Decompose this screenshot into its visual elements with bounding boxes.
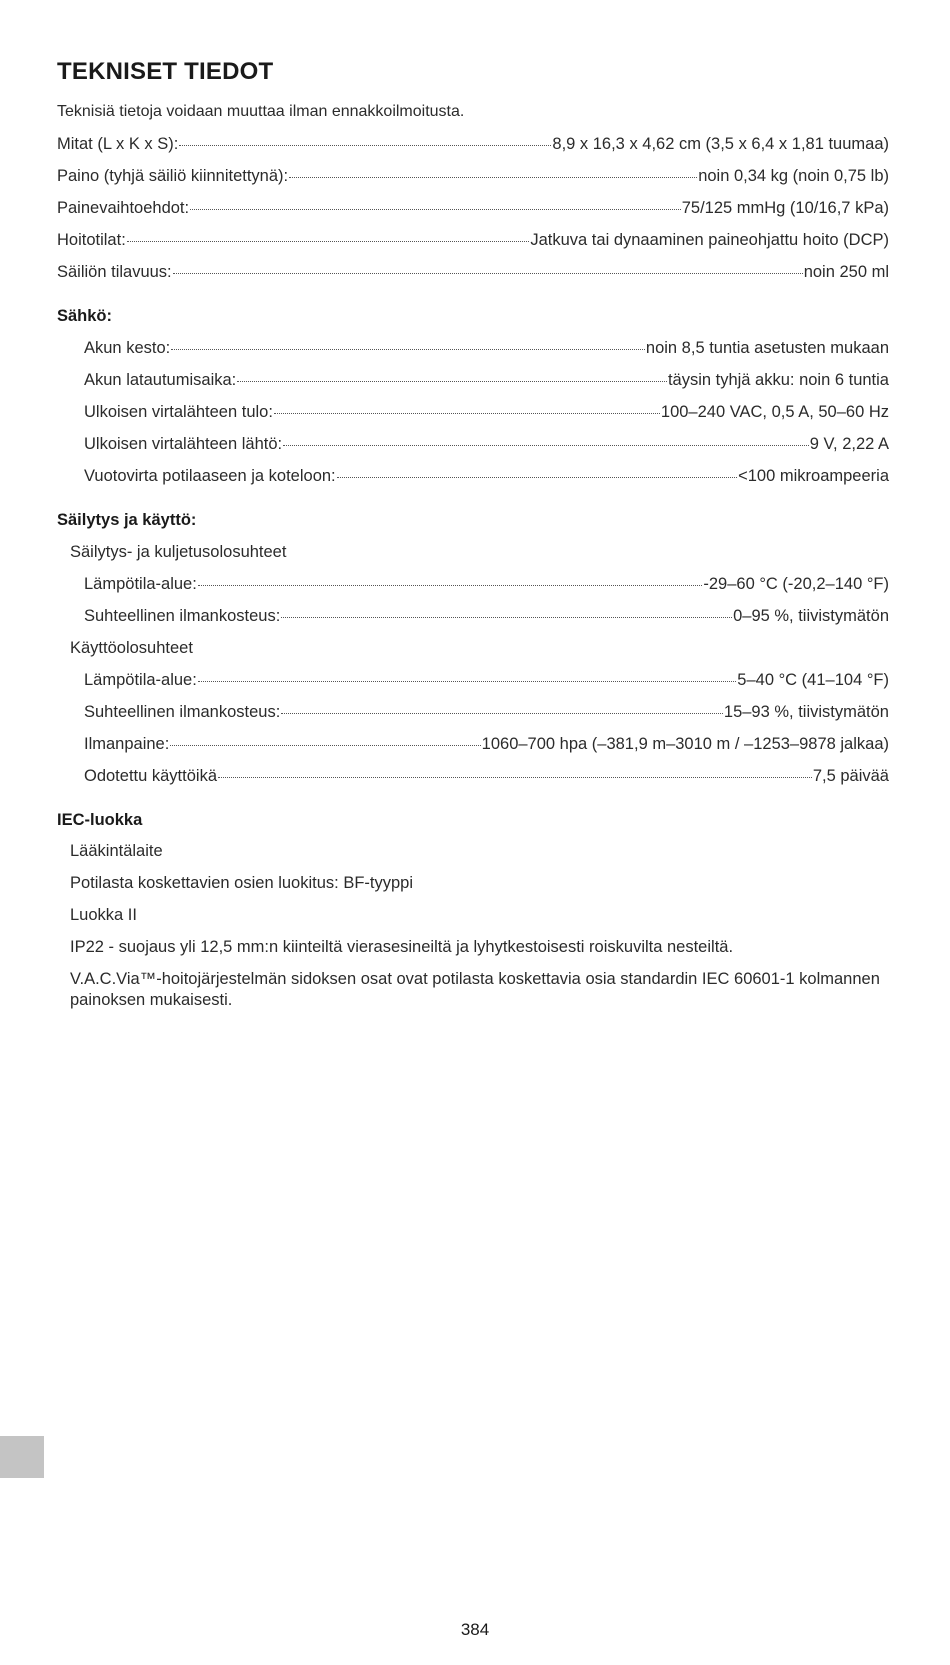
spec-label: Mitat (L x K x S): xyxy=(57,135,179,153)
spec-value: 15–93 %, tiivistymätön xyxy=(723,703,889,721)
spec-value: 100–240 VAC, 0,5 A, 50–60 Hz xyxy=(660,403,889,421)
spec-row-power-input xyxy=(57,396,889,428)
spec-row-leakage-current xyxy=(57,460,889,492)
spec-row-storage-temperature xyxy=(57,568,889,600)
spec-value: Jatkuva tai dynaaminen paineohjattu hoito (DCP) xyxy=(530,231,889,249)
iec-line-applied-parts-statement: V.A.C.Via™-hoitojärjestelmän sidoksen osat ovat potilasta koskettavia osia standardin IEC 60601-1 kolmannen painoksen mukaisesti. xyxy=(70,970,880,1009)
spec-row-charge-time xyxy=(57,364,889,396)
section-heading-storage: Säilytys ja käyttö: xyxy=(57,511,197,529)
dot-leader xyxy=(173,273,803,274)
spec-value: 0–95 %, tiivistymätön xyxy=(733,607,889,625)
page-number: 384 xyxy=(460,1620,490,1639)
dot-leader xyxy=(218,777,812,778)
spec-row-weight xyxy=(57,160,889,192)
dot-leader xyxy=(281,617,732,618)
spec-label: Lämpötila-alue: xyxy=(84,671,197,689)
spec-value: noin 0,34 kg (noin 0,75 lb) xyxy=(698,167,889,185)
spec-value: 75/125 mmHg (10/16,7 kPa) xyxy=(681,199,889,217)
dot-leader xyxy=(237,381,667,382)
spec-value: 5–40 °C (41–104 °F) xyxy=(737,671,889,689)
spec-label: Hoitotilat: xyxy=(57,231,126,249)
dot-leader xyxy=(127,241,530,242)
spec-value: täysin tyhjä akku: noin 6 tuntia xyxy=(667,371,889,389)
dot-leader xyxy=(274,413,660,414)
dot-leader xyxy=(198,585,703,586)
iec-line-ip-rating: IP22 - suojaus yli 12,5 mm:n kiinteiltä vierasesineiltä ja lyhytkestoisesti roiskuvilta nesteiltä. xyxy=(70,938,734,956)
iec-line-medical-device: Lääkintälaite xyxy=(70,842,163,860)
dot-leader xyxy=(179,145,551,146)
spec-row-therapy-modes xyxy=(57,224,889,256)
spec-label: Akun kesto: xyxy=(84,339,171,357)
spec-row-expected-lifetime xyxy=(57,760,889,792)
dot-leader xyxy=(190,209,681,210)
electric-specs xyxy=(57,332,889,492)
spec-value: 8,9 x 16,3 x 4,62 cm (3,5 x 6,4 x 1,81 tuumaa) xyxy=(552,135,889,153)
spec-value: noin 250 ml xyxy=(803,263,889,281)
dot-leader xyxy=(289,177,697,178)
spec-row-pressure-options xyxy=(57,192,889,224)
spec-label: Säiliön tilavuus: xyxy=(57,263,172,281)
spec-row-canister-volume xyxy=(57,256,889,288)
spec-label: Painevaihtoehdot: xyxy=(57,199,190,217)
spec-row-air-pressure xyxy=(57,728,889,760)
spec-row-storage-humidity xyxy=(57,600,889,632)
spec-label: Ilmanpaine: xyxy=(84,735,170,753)
intro-text: Teknisiä tietoja voidaan muuttaa ilman ennakkoilmoitusta. xyxy=(57,103,465,120)
spec-label: Suhteellinen ilmankosteus: xyxy=(84,607,281,625)
section-tab-marker xyxy=(0,1436,44,1478)
spec-row-dimensions xyxy=(57,128,889,160)
spec-label: Vuotovirta potilaaseen ja koteloon: xyxy=(84,467,336,485)
spec-label: Akun latautumisaika: xyxy=(84,371,237,389)
dot-leader xyxy=(171,349,645,350)
spec-label: Suhteellinen ilmankosteus: xyxy=(84,703,281,721)
spec-value: <100 mikroampeeria xyxy=(738,467,889,485)
spec-row-operating-temperature xyxy=(57,664,889,696)
dot-leader xyxy=(337,477,737,478)
page-title: TEKNISET TIEDOT xyxy=(57,58,274,85)
spec-label: Paino (tyhjä säiliö kiinnitettynä): xyxy=(57,167,289,185)
spec-value: 1060–700 hpa (–381,9 m–3010 m / –1253–9878 jalkaa) xyxy=(481,735,889,753)
spec-value: 9 V, 2,22 A xyxy=(809,435,889,453)
spec-row-power-output xyxy=(57,428,889,460)
iec-line-applied-part-type: Potilasta koskettavien osien luokitus: BF-tyyppi xyxy=(70,874,413,892)
spec-value: 7,5 päivää xyxy=(812,767,889,785)
subheading-storage-transport: Säilytys- ja kuljetusolosuhteet xyxy=(70,543,287,561)
spec-row-operating-humidity xyxy=(57,696,889,728)
spec-label: Odotettu käyttöikä xyxy=(84,767,217,785)
spec-label: Ulkoisen virtalähteen tulo: xyxy=(84,403,273,421)
spec-value: -29–60 °C (-20,2–140 °F) xyxy=(703,575,889,593)
dot-leader xyxy=(281,713,723,714)
spec-label: Ulkoisen virtalähteen lähtö: xyxy=(84,435,283,453)
general-specs xyxy=(57,128,889,288)
dot-leader xyxy=(283,445,809,446)
dot-leader xyxy=(170,745,480,746)
dot-leader xyxy=(198,681,736,682)
spec-row-battery-life xyxy=(57,332,889,364)
subheading-operating-conditions: Käyttöolosuhteet xyxy=(70,639,193,657)
spec-value: noin 8,5 tuntia asetusten mukaan xyxy=(645,339,889,357)
section-heading-iec: IEC-luokka xyxy=(57,811,143,829)
spec-label: Lämpötila-alue: xyxy=(84,575,197,593)
technical-data-content xyxy=(57,52,889,1022)
iec-line-class: Luokka II xyxy=(70,906,137,924)
section-heading-electric: Sähkö: xyxy=(57,307,113,325)
